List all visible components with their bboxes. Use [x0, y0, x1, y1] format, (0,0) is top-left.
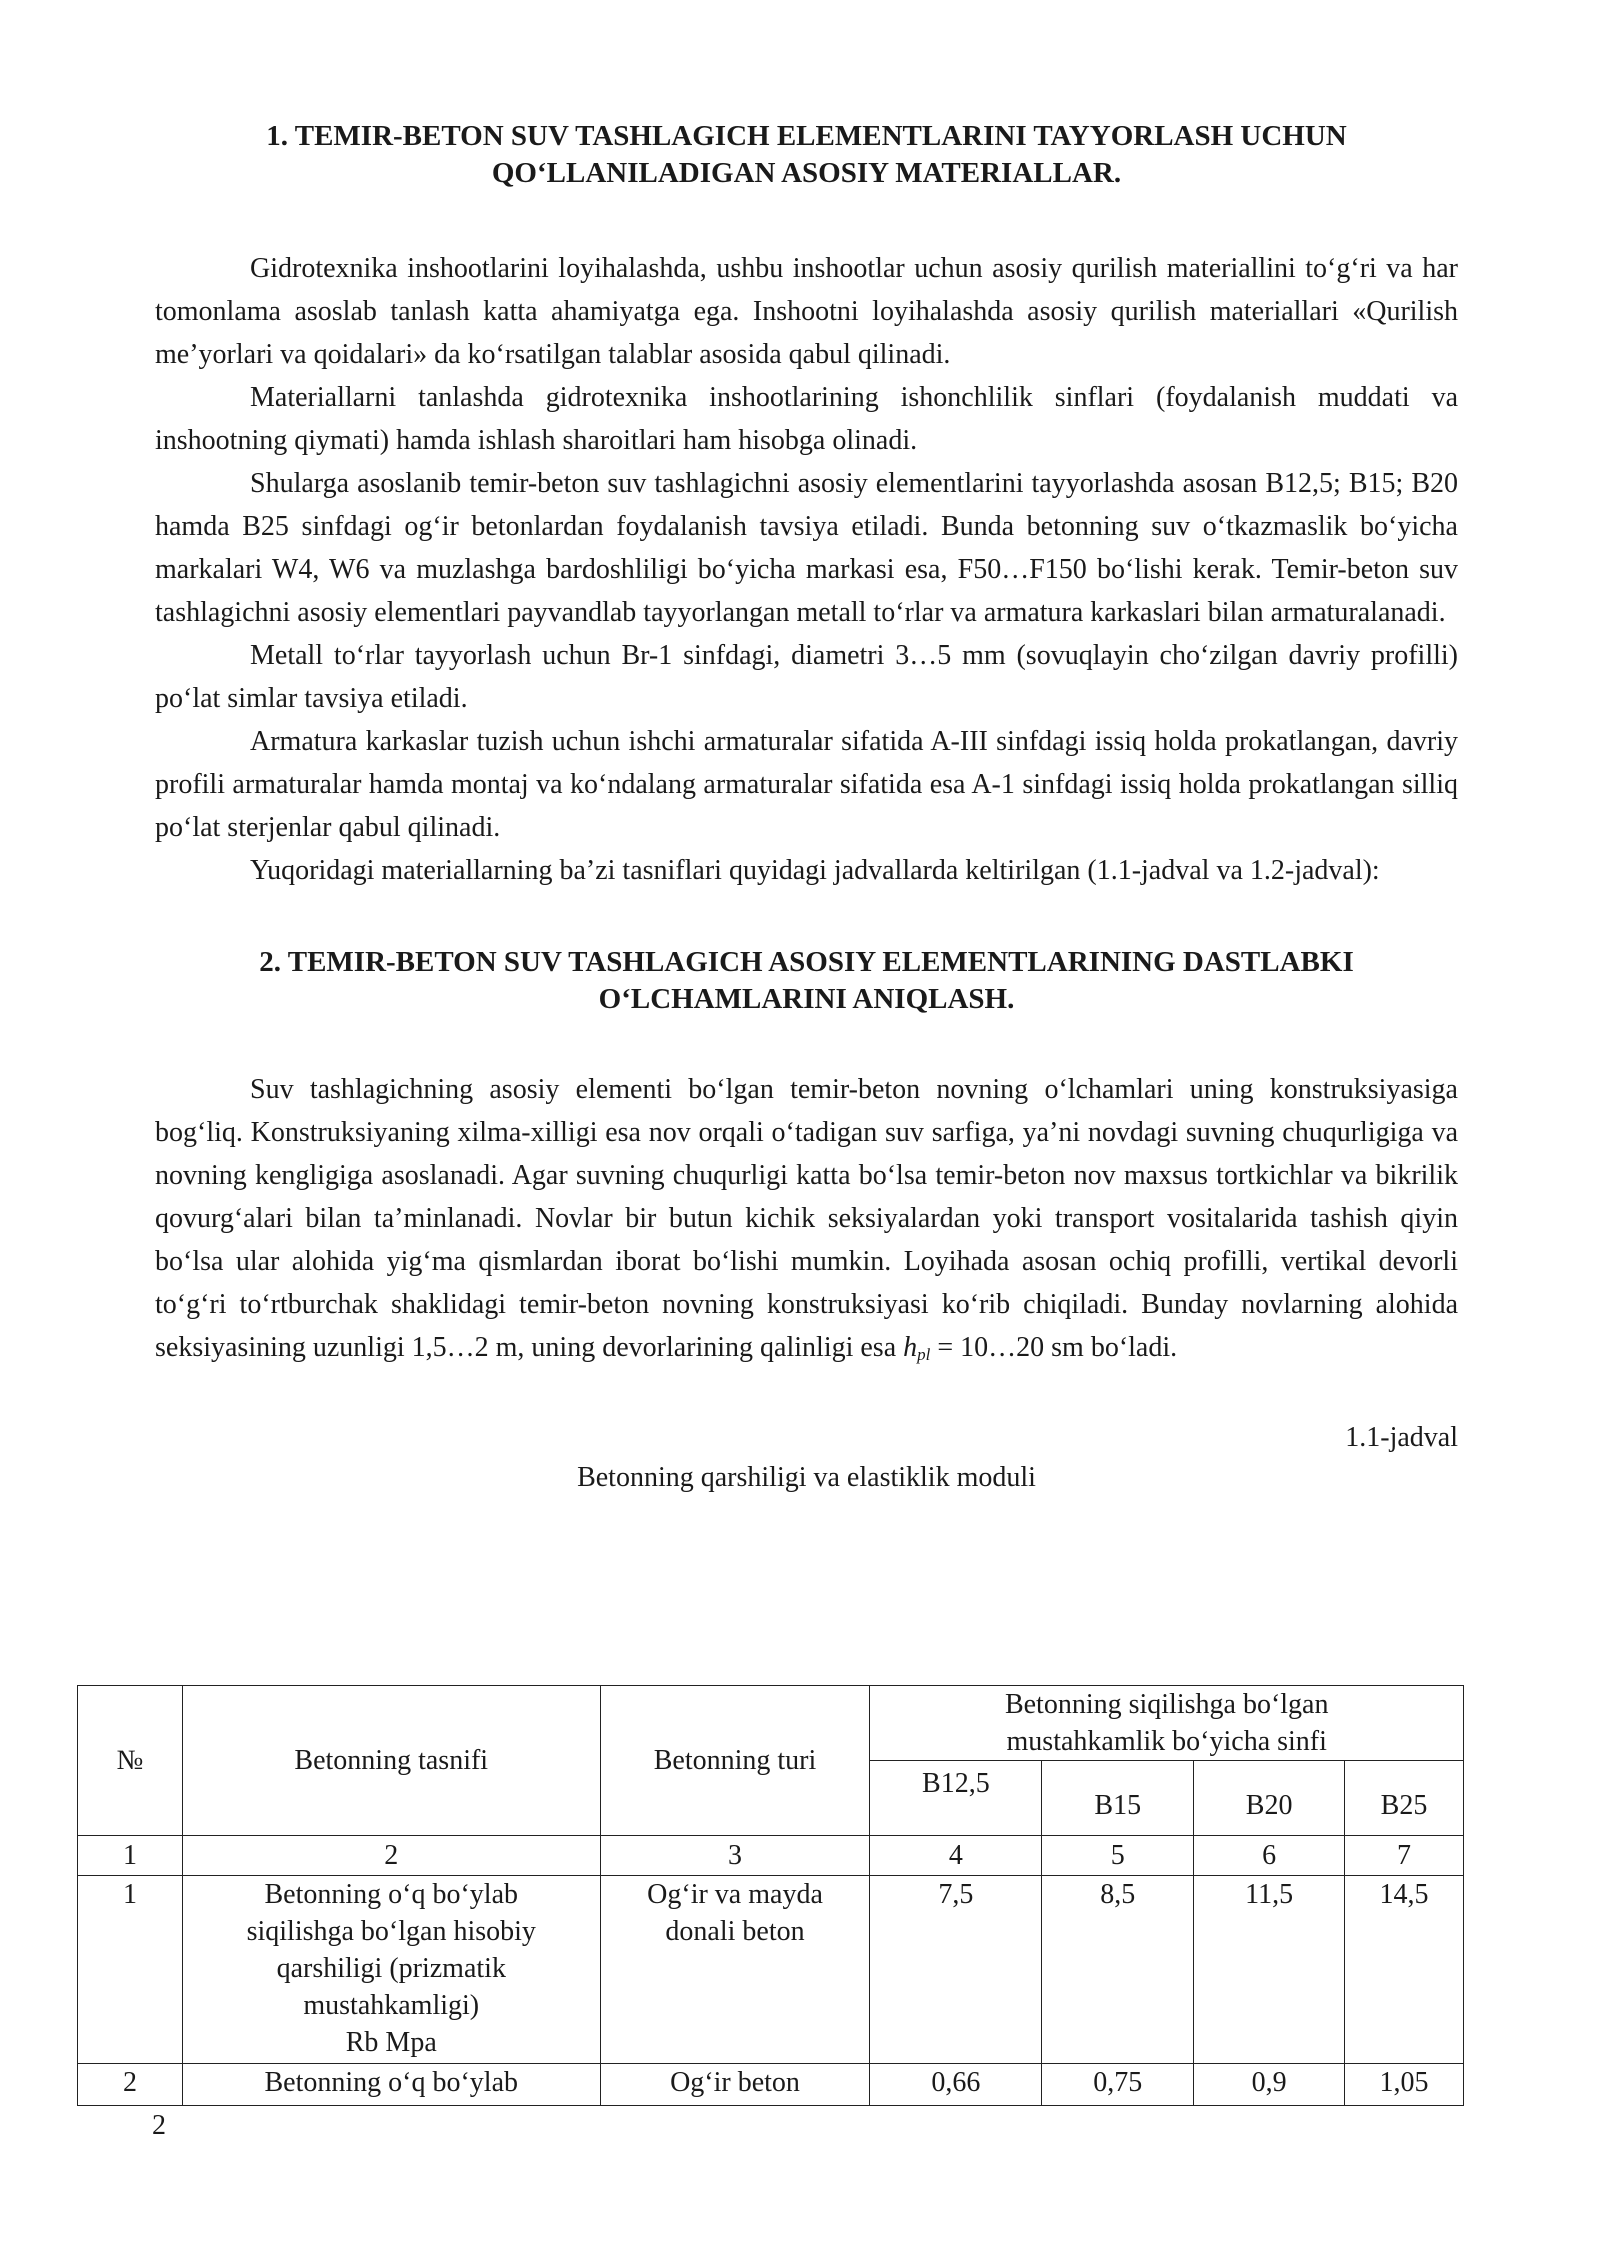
header-cell-classification: Betonning tasnifi: [182, 1686, 600, 1836]
paragraph-tail-text: = 10…20 sm bo‘ladi.: [930, 1332, 1178, 1363]
row-number-cell: 1: [78, 1876, 183, 2064]
section-2-heading-line-1: 2. TEMIR-BETON SUV TASHLAGICH ASOSIY ELEMENTLARINING DASTLABKI: [259, 946, 1354, 978]
index-cell: 4: [870, 1836, 1042, 1876]
header-cell-type: Betonning turi: [600, 1686, 870, 1836]
concrete-resistance-table: [77, 1685, 1464, 2106]
index-cell: 7: [1345, 1836, 1464, 1876]
description-line: qarshiligi (prizmatik: [276, 1953, 506, 1984]
description-line: Rb Mpa: [345, 2027, 437, 2058]
header-cell-class: B20: [1194, 1761, 1345, 1836]
index-cell: 3: [600, 1836, 870, 1876]
header-cell-strength-class-group: [870, 1686, 1464, 1761]
value-cell: 11,5: [1194, 1876, 1345, 2064]
value-cell: 1,05: [1345, 2064, 1464, 2106]
section-1-heading-line-1: 1. TEMIR-BETON SUV TASHLAGICH ELEMENTLARINI TAYYORLASH UCHUN: [266, 120, 1347, 152]
index-cell: 1: [78, 1836, 183, 1876]
row-description-cell: [182, 1876, 600, 2064]
page-number: 2: [152, 2110, 166, 2141]
formula-variable: h: [903, 1332, 918, 1363]
page-content: [155, 118, 1458, 1498]
row-description-cell: Betonning o‘q bo‘ylab: [182, 2064, 600, 2106]
header-cell-class: B25: [1345, 1761, 1464, 1836]
section-1-heading-line-2: QO‘LLANILADIGAN ASOSIY MATERIALLAR.: [491, 157, 1122, 189]
table-index-row: [78, 1836, 1464, 1876]
paragraph-main-text: Suv tashlagichning asosiy elementi bo‘lgan temir-beton novning o‘lchamlari uning konstruksiyasiga bog‘liq. Konstruksiyaning xilma-xilligi esa nov orqali o‘tadigan suv sarfiga, ya’ni novdagi suvning chuqurligiga va novning kengligiga asoslanadi. Agar suvning chuqurligi katta bo‘lsa temir-beton nov maxsus tortkichlar va bikrilik qovurg‘alari bilan ta’minlanadi. Novlar bir butun kichik seksiyalardan yoki transport vositalarida tashish qiyin bo‘lsa ular alohida yig‘ma qismlardan iborat bo‘lishi mumkin. Loyihada asosan ochiq profilli, vertikal devorli to‘g‘ri to‘rtburchak shaklidagi temir-beton novning konstruksiyasi ko‘rib chiqiladi. Bunday novlarning alohida seksiyasining uzunligi 1,5…2 m, uning devorlarining qalinligi esa: [155, 1074, 1458, 1363]
row-number-cell: 2: [78, 2064, 183, 2106]
description-line: siqilishga bo‘lgan hisobiy: [246, 1916, 536, 1947]
section-2-body: [155, 1068, 1458, 1376]
description-line: Betonning o‘q bo‘ylab: [264, 1879, 519, 1910]
value-cell: 0,75: [1042, 2064, 1194, 2106]
description-line: mustahkamligi): [303, 1990, 480, 2021]
section-1-body: [155, 247, 1458, 892]
index-cell: 5: [1042, 1836, 1194, 1876]
section-2-heading: [155, 944, 1458, 1018]
paragraph: Shularga asoslanib temir-beton suv tashlagichni asosiy elementlarini tayyorlashda asosan B12,5; B15; B20 hamda B25 sinfdagi og‘ir betonlardan foydalanish tavsiya etiladi. Bunda betonning suv o‘tkazmaslik bo‘yicha markalari W4, W6 va muzlashga bardoshliligi bo‘yicha markasi esa, F50…F150 bo‘lishi kerak. Temir-beton suv tashlagichni asosiy elementlari payvandlab tayyorlangan metall to‘rlar va armatura karkaslari bilan armaturalanadi.: [155, 468, 1458, 628]
table-header-row: [78, 1686, 1464, 1761]
header-cell-class: B15: [1042, 1761, 1194, 1836]
type-line: Og‘ir va mayda: [647, 1879, 823, 1910]
table-row: [78, 2064, 1464, 2106]
value-cell: 8,5: [1042, 1876, 1194, 2064]
paragraph: Yuqoridagi materiallarning ba’zi tasniflari quyidagi jadvallarda keltirilgan (1.1-jadval va 1.2-jadval):: [250, 855, 1380, 886]
paragraph: Metall to‘rlar tayyorlash uchun Br-1 sinfdagi, diametri 3…5 mm (sovuqlayin cho‘zilgan davriy profilli) po‘lat simlar tavsiya etiladi.: [155, 640, 1458, 714]
header-cell-class: B12,5: [870, 1761, 1042, 1836]
value-cell: 0,66: [870, 2064, 1042, 2106]
header-cell-number: №: [78, 1686, 183, 1836]
section-2-heading-line-2: O‘LCHAMLARINI ANIQLASH.: [598, 983, 1015, 1015]
index-cell: 6: [1194, 1836, 1345, 1876]
table-title: Betonning qarshiligi va elastiklik moduli: [577, 1462, 1036, 1493]
header-group-line-2: mustahkamlik bo‘yicha sinfi: [1006, 1726, 1327, 1757]
header-group-line-1: Betonning siqilishga bo‘lgan: [1004, 1689, 1329, 1720]
type-line: donali beton: [665, 1916, 805, 1947]
value-cell: 0,9: [1194, 2064, 1345, 2106]
index-cell: 2: [182, 1836, 600, 1876]
formula-subscript: pl: [917, 1345, 931, 1364]
paragraph: [155, 1068, 1458, 1376]
paragraph: Gidrotexnika inshootlarini loyihalashda, ushbu inshootlar uchun asosiy qurilish materiallini to‘g‘ri va har tomonlama asoslab tanlash katta ahamiyatga ega. Inshootni loyihalashda asosiy qurilish materiallari «Qurilish me’yorlari va qoidalari» da ko‘rsatilgan talablar asosida qabul qilinadi.: [155, 253, 1458, 370]
row-type-cell: [600, 1876, 870, 2064]
paragraph: Materiallarni tanlashda gidrotexnika inshootlarining ishonchlilik sinflari (foydalanish muddati va inshootning qiymati) hamda ishlash sharoitlari ham hisobga olinadi.: [155, 382, 1458, 456]
table-number-label: 1.1-jadval: [1345, 1422, 1458, 1453]
value-cell: 7,5: [870, 1876, 1042, 2064]
section-1-heading: [155, 118, 1458, 192]
value-cell: 14,5: [1345, 1876, 1464, 2064]
paragraph: Armatura karkaslar tuzish uchun ishchi armaturalar sifatida A-III sinfdagi issiq holda prokatlangan, davriy profili armaturalar hamda montaj va ko‘ndalang armaturalar sifatida esa A-1 sinfdagi issiq holda prokatlangan silliq po‘lat sterjenlar qabul qilinadi.: [155, 726, 1458, 843]
formula-h-pl: [903, 1332, 930, 1363]
table-row: [78, 1876, 1464, 2064]
section-spacer: [155, 892, 1458, 944]
row-type-cell: Og‘ir beton: [600, 2064, 870, 2106]
